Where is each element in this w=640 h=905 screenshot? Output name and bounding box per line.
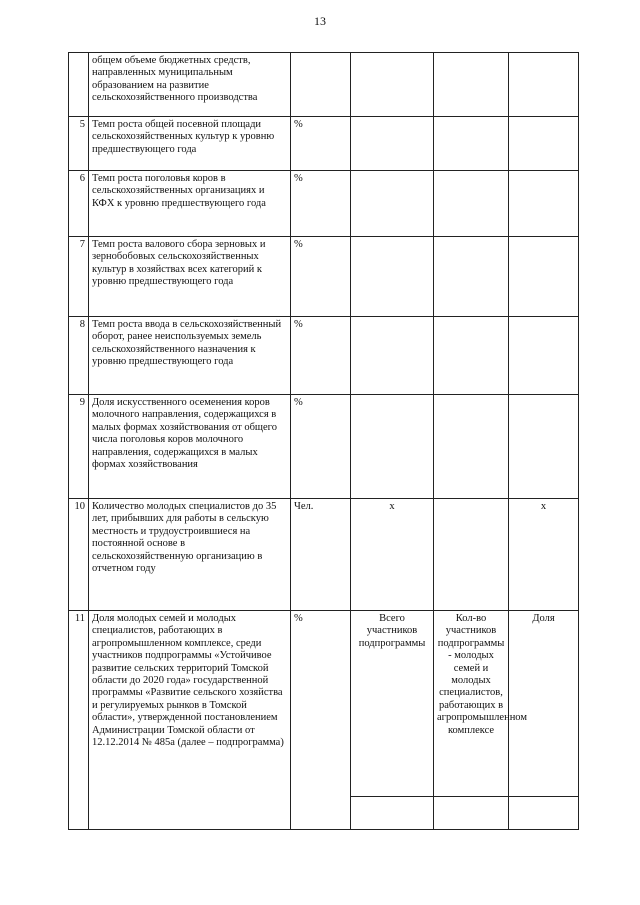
row-number: 5 (69, 117, 89, 171)
unit-cell: % (291, 171, 351, 237)
unit-cell: % (291, 395, 351, 499)
value-cell (509, 117, 579, 171)
table-row (69, 395, 579, 499)
value-cell (351, 317, 434, 395)
value-cell: Кол-во участников подпрограммы - молодых семей и молодых специалистов, работающих в агропромышленном комплексе (434, 611, 509, 797)
row-number: 6 (69, 171, 89, 237)
indicator-name: Доля молодых семей и молодых специалистов, работающих в агропромышленном комплексе, среди участников подпрограммы «Устойчивое развитие сельских территорий Томской области до 2020 года» государственной программы «Развитие сельского хозяйства и регулируемых рынков в Томской области», утвержденной постановлением Администрации Томской области от 12.12.2014 № 485а (далее – подпрограмма) (89, 611, 291, 830)
row-number: 7 (69, 237, 89, 317)
table-row (69, 317, 579, 395)
table-row (69, 117, 579, 171)
indicator-name: Темп роста валового сбора зерновых и зернобобовых сельскохозяйственных культур в хозяйствах всех категорий к уровню предшествующего года (89, 237, 291, 317)
row-number: 10 (69, 499, 89, 611)
value-cell (434, 797, 509, 830)
indicators-table (68, 52, 579, 830)
value-cell (351, 117, 434, 171)
indicator-name: Темп роста ввода в сельскохозяйственный оборот, ранее неиспользуемых земель сельскохозяйственного назначения к уровню предшествующего года (89, 317, 291, 395)
table-row (69, 499, 579, 611)
unit-cell: % (291, 611, 351, 830)
unit-cell (291, 53, 351, 117)
value-cell (351, 797, 434, 830)
indicator-name: Доля искусственного осеменения коров молочного направления, содержащихся в малых формах хозяйствования от общего числа поголовья коров молочного направления, содержащихся в малых формах хозяйствования (89, 395, 291, 499)
table-row (69, 611, 579, 797)
table-row (69, 237, 579, 317)
value-cell: Всего участников подпрограммы (351, 611, 434, 797)
value-cell (509, 395, 579, 499)
value-cell (351, 53, 434, 117)
indicator-name: Количество молодых специалистов до 35 лет, прибывших для работы в сельскую местность и трудоустроившиеся на постоянной основе в сельскохозяйственную организацию в отчетном году (89, 499, 291, 611)
value-cell (351, 395, 434, 499)
unit-cell: % (291, 317, 351, 395)
value-cell (351, 237, 434, 317)
value-cell (509, 171, 579, 237)
value-cell (509, 53, 579, 117)
unit-cell: % (291, 117, 351, 171)
value-cell (509, 237, 579, 317)
value-cell (351, 171, 434, 237)
unit-cell: % (291, 237, 351, 317)
table-row (69, 53, 579, 117)
row-number: 8 (69, 317, 89, 395)
indicator-name: Темп роста поголовья коров в сельскохозяйственных организациях и КФХ к уровню предшествующего года (89, 171, 291, 237)
page-number: 13 (314, 14, 326, 28)
row-number: 9 (69, 395, 89, 499)
value-cell (509, 317, 579, 395)
indicator-name: общем объеме бюджетных средств, направленных муниципальным образованием на развитие сельскохозяйственного производства (89, 53, 291, 117)
indicator-name: Темп роста общей посевной площади сельскохозяйственных культур к уровню предшествующего года (89, 117, 291, 171)
table-row (69, 171, 579, 237)
value-cell (434, 317, 509, 395)
value-cell: Доля (509, 611, 579, 797)
unit-cell: Чел. (291, 499, 351, 611)
value-cell (434, 499, 509, 611)
value-cell (509, 797, 579, 830)
value-cell (434, 171, 509, 237)
value-cell (434, 117, 509, 171)
value-cell (434, 395, 509, 499)
value-cell: х (509, 499, 579, 611)
row-number: 11 (69, 611, 89, 830)
value-cell: х (351, 499, 434, 611)
value-cell (434, 53, 509, 117)
row-number (69, 53, 89, 117)
value-cell (434, 237, 509, 317)
